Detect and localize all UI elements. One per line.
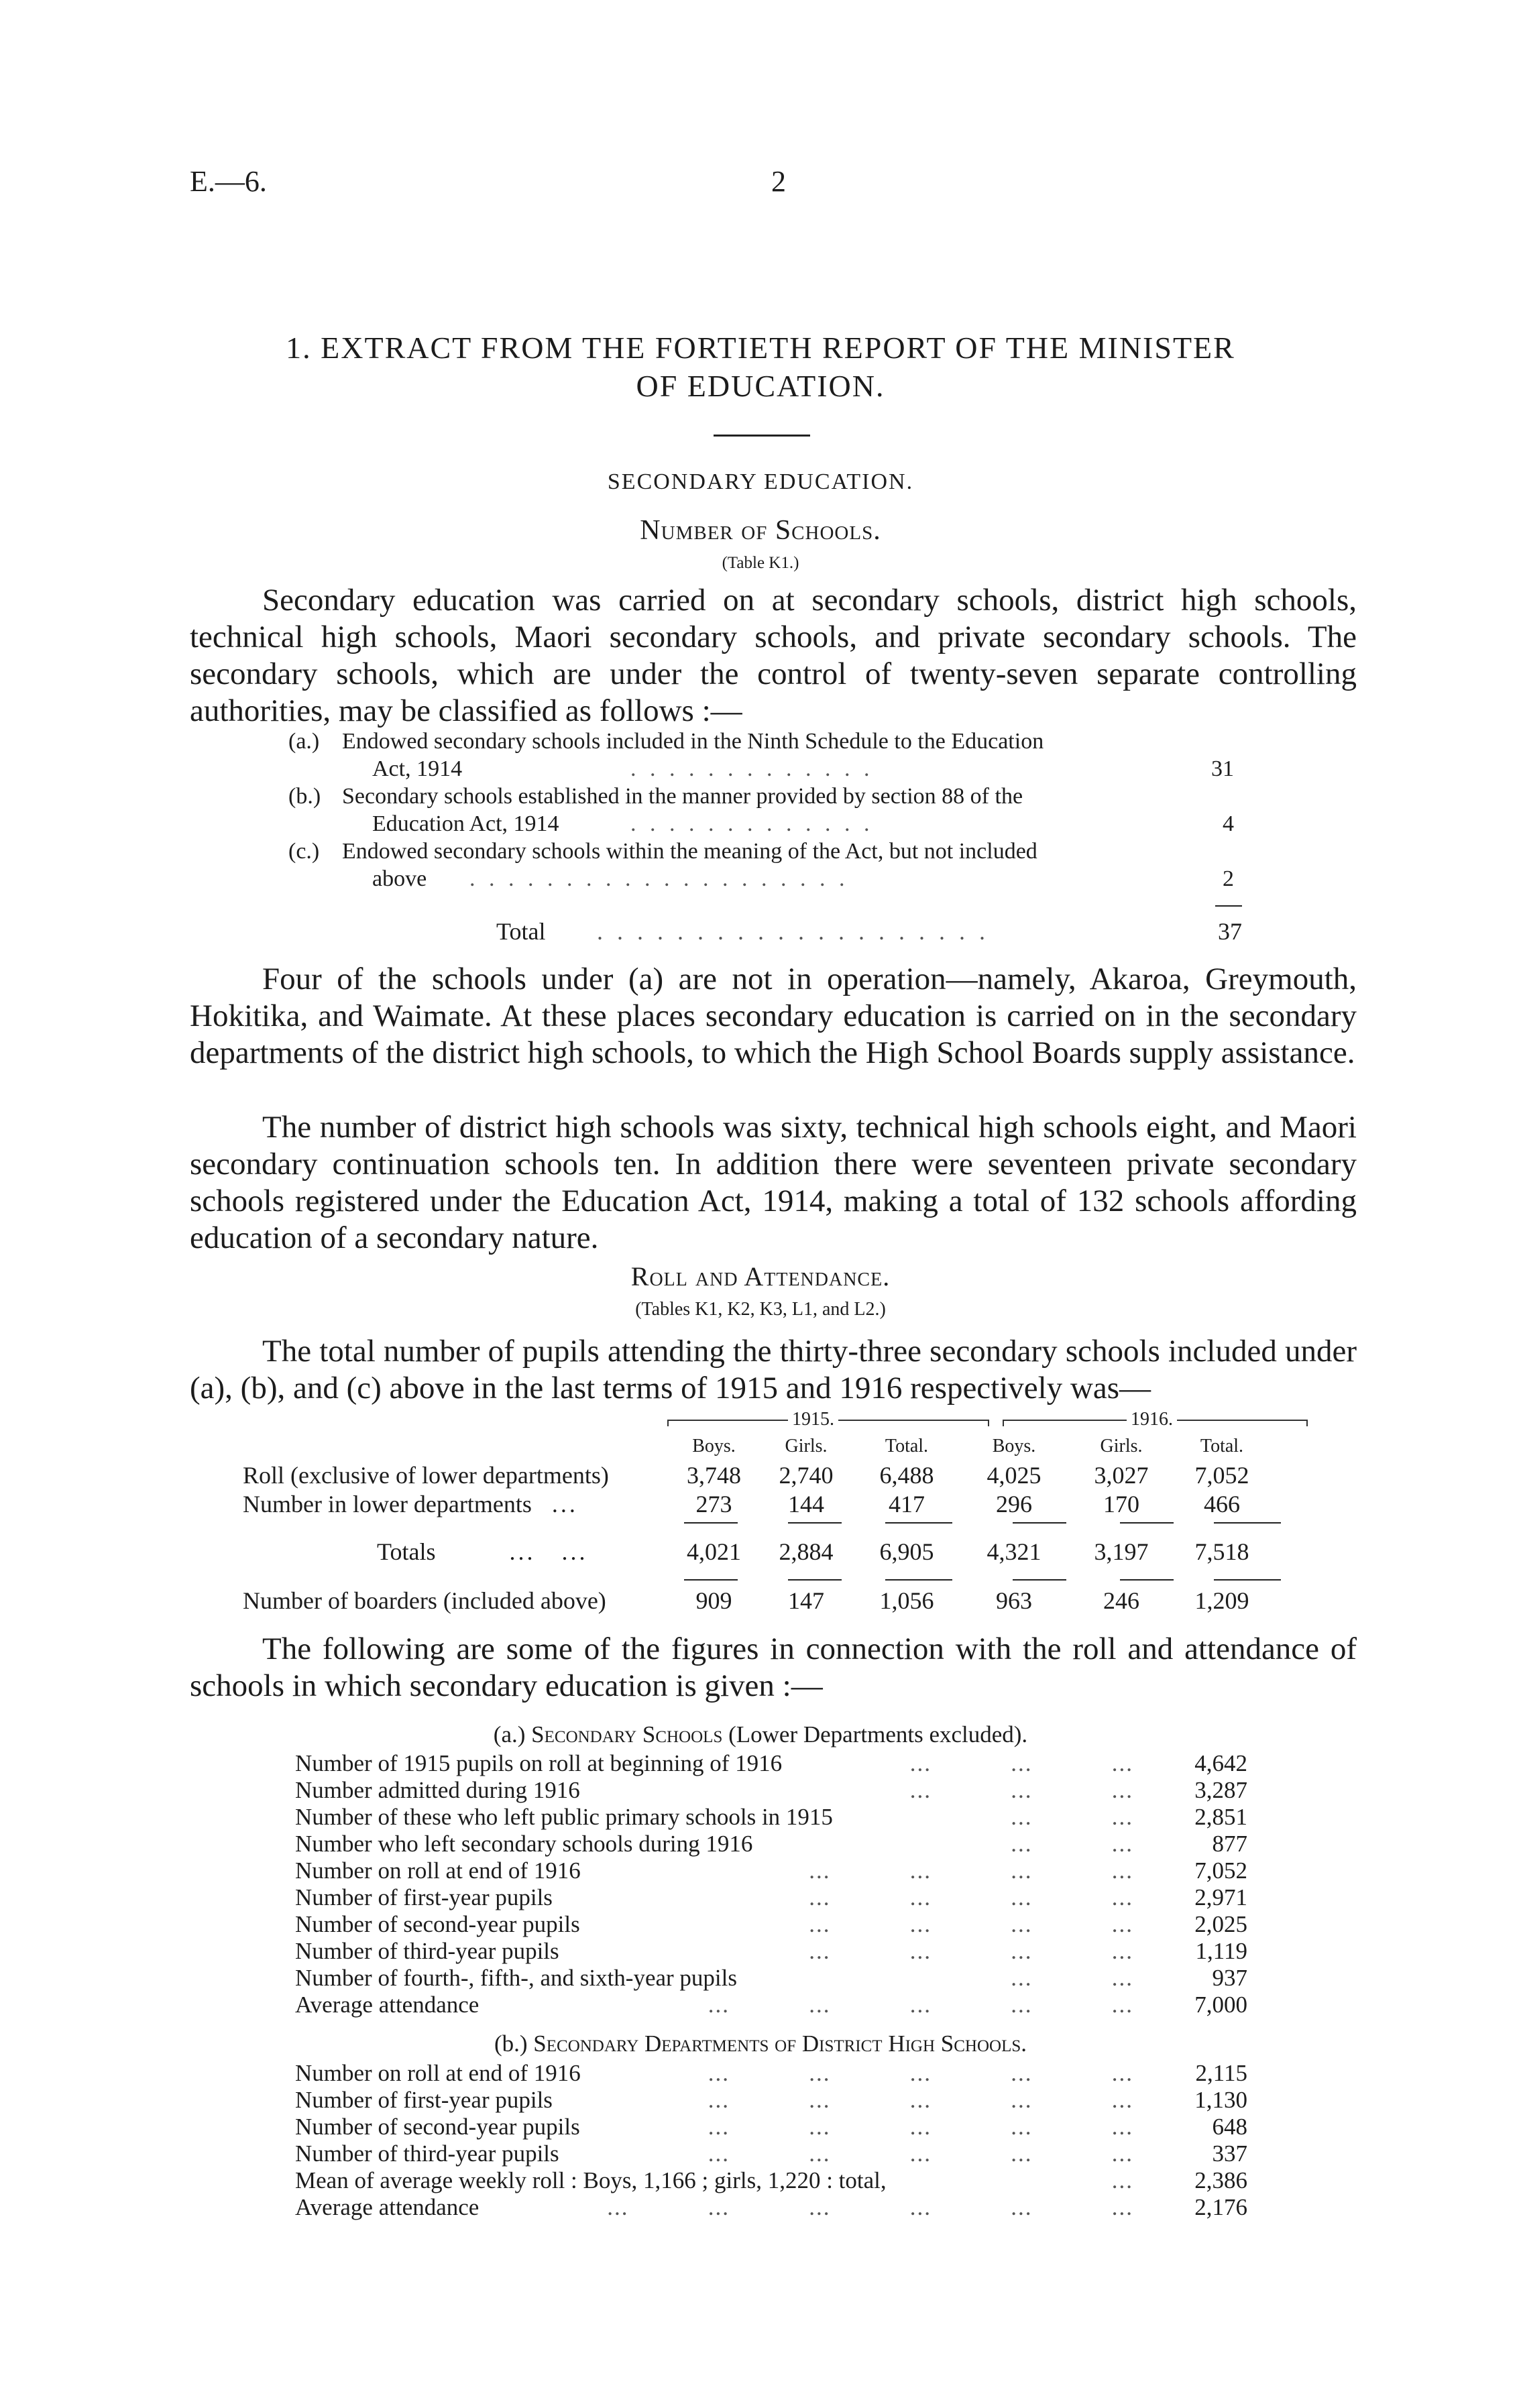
total-rule: [1215, 905, 1242, 907]
column-header: Total.: [1200, 1435, 1244, 1456]
cell: 963: [996, 1587, 1032, 1614]
item-text: Endowed secondary schools within the meaning of the Act, but not included: [342, 839, 1037, 864]
table-reference-roll: (Tables K1, K2, K3, L1, and L2.): [635, 1299, 886, 1320]
stat-row: Number of third-year pupils ... ... ... ... ... 337: [295, 2140, 1247, 2167]
column-header: Total.: [885, 1435, 929, 1456]
stat-label: Number of third-year pupils: [295, 2140, 559, 2167]
paragraph-text: The number of district high schools was sixty, technical high schools eight, and Maori secondary continuation schools ten. In addition there were seventeen private secondary schools registered under the Education Act, 1914, making a total of 132 schools affording education of a secondary nature.: [190, 1110, 1357, 1255]
list-item-b-cont: Education Act, 1914 . . . . . . . . . . . . . 4: [372, 811, 1234, 836]
stat-row: Number of first-year pupils ... ... ... ... ... 1,130: [295, 2087, 1247, 2113]
subheading-title: Secondary Schools: [531, 1721, 723, 1747]
cell: 7,518: [1194, 1538, 1249, 1565]
list-item-a-cont: Act, 1914 . . . . . . . . . . . . . 31: [372, 756, 1234, 781]
stat-row: Number of 1915 pupils on roll at beginning of 1916 ... ... ... 4,642: [295, 1750, 1247, 1776]
cell: 2,740: [779, 1461, 834, 1489]
stat-value: 648: [1212, 2114, 1247, 2140]
stat-row: Number who left secondary schools during 1916 ... ... 877: [295, 1831, 1247, 1857]
subheading-number-of-schools: Number of Schools.: [640, 515, 881, 546]
stat-label: Number of second-year pupils: [295, 1911, 580, 1937]
stat-label: Number of second-year pupils: [295, 2114, 580, 2140]
table-row: Number in lower departments ... 273 144 417 296 170 466: [243, 1489, 1272, 1518]
paragraph-text: Secondary education was carried on at secondary schools, district high schools, technical high schools, Maori secondary schools, and private secondary schools. The secondary schools, which are under the control of twenty-seven separate controlling authorities, may be classified as follows :—: [190, 583, 1357, 728]
row-label: Number of boarders (included above): [243, 1587, 606, 1614]
cell: 273: [695, 1490, 732, 1517]
cell: 1,056: [879, 1587, 934, 1614]
stat-label: Number on roll at end of 1916: [295, 1857, 581, 1884]
item-text: above: [372, 866, 427, 891]
report-title-line-2: OF EDUCATION.: [636, 369, 885, 403]
stat-label: Number who left secondary schools during 1916: [295, 1831, 753, 1857]
subheading-district-high-schools: [0, 2030, 1521, 2057]
paragraph-school-counts: [190, 1109, 1357, 1257]
stat-label: Number of third-year pupils: [295, 1938, 559, 1964]
year-1916-brace: [1003, 1409, 1308, 1430]
cell: 2,884: [779, 1538, 834, 1565]
cell: 4,321: [987, 1538, 1041, 1565]
subheading-roll-and-attendance: Roll and Attendance.: [630, 1261, 891, 1292]
stat-row: Number of third-year pupils ... ... ... ... 1,119: [295, 1938, 1247, 1964]
stat-row: Number of fourth-, fifth-, and sixth-year pupils ... ... 937: [295, 1965, 1247, 1991]
list-item-c: [282, 838, 1234, 865]
paragraph-roll-intro: [190, 1333, 1357, 1407]
stat-row: Number of these who left public primary schools in 1915 ... ... 2,851: [295, 1804, 1247, 1830]
row-label: Totals: [377, 1538, 436, 1565]
stat-label: Number admitted during 1916: [295, 1777, 580, 1803]
list-item-a: [282, 728, 1234, 755]
section-heading-secondary-education: SECONDARY EDUCATION.: [607, 469, 914, 494]
stat-label: Number on roll at end of 1916: [295, 2060, 581, 2086]
cell: 417: [889, 1490, 925, 1517]
table-row: [243, 1586, 1272, 1615]
cell: 6,488: [879, 1461, 934, 1489]
stat-value: 2,386: [1194, 2167, 1247, 2193]
cell: 246: [1103, 1587, 1139, 1614]
stat-label: Mean of average weekly roll : Boys, 1,166 ; girls, 1,220 : total,: [295, 2167, 887, 2193]
paragraph-text: Four of the schools under (a) are not in operation—namely, Akaroa, Greymouth, Hokitika, and Waimate. At these places secondary education is carried on in the secondary departments of the district high schools, to which the High School Boards supply assistance.: [190, 962, 1357, 1070]
paragraph-text: The total number of pupils attending the thirty-three secondary schools included under (a), (b), and (c) above in the last terms of 1915 and 1916 respectively was—: [190, 1334, 1357, 1406]
cell: 466: [1204, 1490, 1240, 1517]
stat-value: 7,000: [1194, 1992, 1247, 2018]
stat-value: 1,130: [1194, 2087, 1247, 2113]
stat-label: Average attendance: [295, 2194, 480, 2220]
cell: 3,027: [1094, 1461, 1149, 1489]
classification-list: [282, 728, 1234, 893]
stat-value: 4,642: [1194, 1750, 1247, 1776]
year-1916-label: 1916.: [1127, 1409, 1177, 1430]
list-item-b: [282, 783, 1234, 810]
stat-value: 937: [1212, 1965, 1247, 1991]
stat-value: 2,851: [1194, 1804, 1247, 1830]
stat-value: 7,052: [1194, 1857, 1247, 1884]
stat-row: Mean of average weekly roll : Boys, 1,166 ; girls, 1,220 : total, ... 2,386: [295, 2167, 1247, 2193]
table-reference-k1: (Table K1.): [722, 554, 799, 572]
item-label: (b.): [288, 784, 321, 809]
paragraph-figures-intro: [190, 1631, 1357, 1705]
stat-label: Number of 1915 pupils on roll at beginning of 1916: [295, 1750, 783, 1776]
stat-value: 2,176: [1194, 2194, 1247, 2220]
list-item-c-cont: above . . . . . . . . . . . . . . . . . . . . 2: [372, 866, 1234, 891]
stat-row: Number of second-year pupils ... ... ... ... ... 648: [295, 2114, 1247, 2140]
cell: 147: [788, 1587, 824, 1614]
item-label: (c.): [288, 839, 320, 864]
cell: 4,021: [687, 1538, 741, 1565]
cell: 4,025: [987, 1461, 1041, 1489]
cell: 3,748: [687, 1461, 741, 1489]
subheading-secondary-schools: [0, 1721, 1521, 1748]
paragraph-schools-not-operating: [190, 961, 1357, 1072]
stat-row: Number on roll at end of 1916 ... ... ... ... 7,052: [295, 1857, 1247, 1884]
item-text: Act, 1914: [372, 756, 463, 781]
item-value: 4: [1223, 811, 1234, 836]
table-row-totals: Totals ... ... 4,021 2,884 6,905 4,321 3,197 7,518: [243, 1537, 1272, 1566]
subheading-prefix: (b.): [494, 2030, 528, 2057]
stat-row: Number of first-year pupils ... ... ... ... 2,971: [295, 1884, 1247, 1910]
column-header: Girls.: [785, 1435, 828, 1456]
item-label: (a.): [288, 729, 320, 754]
cell: 3,197: [1094, 1538, 1149, 1565]
cell: 6,905: [879, 1538, 934, 1565]
year-1915-label: 1915.: [788, 1409, 838, 1430]
stat-row: Number on roll at end of 1916 ... ... ... ... ... 2,115: [295, 2060, 1247, 2086]
cell: 170: [1103, 1490, 1139, 1517]
item-text: Education Act, 1914: [372, 811, 559, 836]
cell: 144: [788, 1490, 824, 1517]
cell: 909: [695, 1587, 732, 1614]
stat-value: 2,025: [1194, 1911, 1247, 1937]
secondary-schools-stats: [295, 1750, 1247, 2018]
total-label: Total: [496, 918, 546, 945]
item-text: Secondary schools established in the manner provided by section 88 of the: [342, 784, 1023, 809]
document-reference: E.—6.: [190, 165, 267, 198]
roll-table: [243, 1432, 1272, 1615]
table-row: [243, 1460, 1272, 1489]
column-header: Boys.: [992, 1435, 1036, 1456]
title-divider: [714, 435, 810, 437]
stat-row: Average attendance ... ... ... ... ... ... 2,176: [295, 2194, 1247, 2220]
stat-label: Number of first-year pupils: [295, 2087, 553, 2113]
stat-row: Average attendance ... ... ... ... ... 7,000: [295, 1992, 1247, 2018]
district-high-schools-stats: [295, 2060, 1247, 2221]
page-number: 2: [771, 165, 786, 198]
stat-label: Average attendance: [295, 1992, 480, 2018]
row-label: Roll (exclusive of lower departments): [243, 1461, 609, 1489]
stat-value: 877: [1212, 1831, 1247, 1857]
stat-value: 2,115: [1195, 2060, 1247, 2086]
cell: 1,209: [1194, 1587, 1249, 1614]
subheading-suffix: (Lower Departments excluded).: [728, 1721, 1028, 1747]
column-header: Girls.: [1100, 1435, 1143, 1456]
subheading-title: Secondary Departments of District High Schools.: [533, 2030, 1027, 2057]
column-header: Boys.: [692, 1435, 736, 1456]
cell: 296: [996, 1490, 1032, 1517]
stat-value: 2,971: [1194, 1884, 1247, 1910]
stat-value: 1,119: [1195, 1938, 1247, 1964]
year-1915-brace: [667, 1409, 989, 1430]
item-text: Endowed secondary schools included in the Ninth Schedule to the Education: [342, 729, 1044, 754]
item-value: 31: [1211, 756, 1234, 781]
cell: 7,052: [1194, 1461, 1249, 1489]
stat-row: Number of second-year pupils ... ... ... ... 2,025: [295, 1911, 1247, 1937]
row-label: Number in lower departments: [243, 1490, 532, 1517]
stat-value: 337: [1212, 2140, 1247, 2167]
paragraph-secondary-overview: [190, 582, 1357, 730]
stat-row: Number admitted during 1916 ... ... ... 3,287: [295, 1777, 1247, 1803]
stat-label: Number of fourth-, fifth-, and sixth-year pupils: [295, 1965, 738, 1991]
stat-value: 3,287: [1194, 1777, 1247, 1803]
subheading-prefix: (a.): [493, 1721, 526, 1747]
stat-label: Number of first-year pupils: [295, 1884, 553, 1910]
total-value: 37: [1218, 918, 1242, 945]
report-title-line-1: 1. EXTRACT FROM THE FORTIETH REPORT OF THE MINISTER: [286, 331, 1235, 365]
paragraph-text: The following are some of the figures in connection with the roll and attendance of schools in which secondary education is given :—: [190, 1631, 1357, 1703]
item-value: 2: [1223, 866, 1234, 891]
stat-label: Number of these who left public primary schools in 1915: [295, 1804, 833, 1830]
